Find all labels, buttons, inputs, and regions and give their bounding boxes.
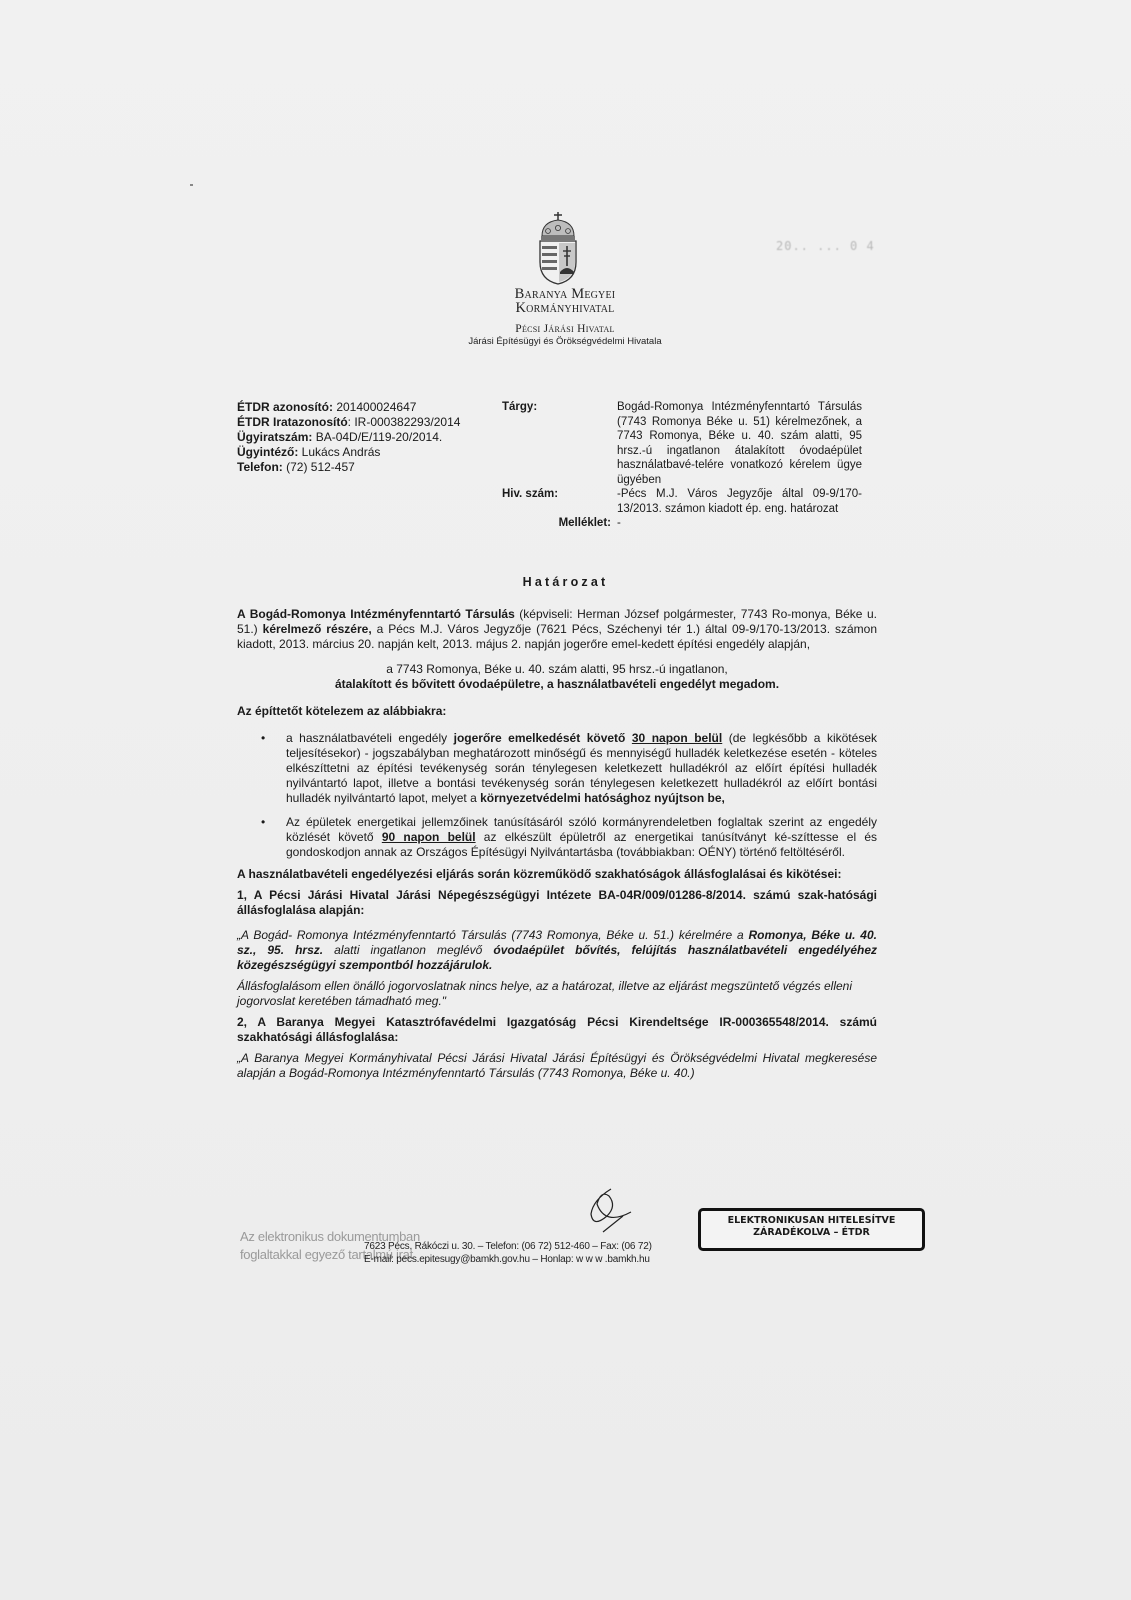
quote-text: alatti ingatlanon meglévő	[323, 943, 494, 957]
quote-bold: Romonya, Béke u. 40. sz., 95. hrsz.	[237, 928, 877, 957]
subject-value: Bogád-Romonya Intézményfenntartó Társulás (7743 Romonya Béke u. 51) kérelmezőnek, a 7743 Romonya, Béke u. 40. szám alatti, 95 hrsz.-ú ingatlanon átalakított óvodaépület használatbavé-telére vonatkozó kérelem ügye ügyében	[617, 401, 862, 486]
subject-row	[502, 400, 872, 487]
watermark-line: foglaltakkal egyező tartalmú irat	[240, 1247, 413, 1262]
subject-block	[502, 400, 872, 531]
authority1-note: Állásfoglalásom ellen önálló jogorvoslatnak nincs helye, az a határozat, illetve az eljárást megszüntető végzés elleni jogorvoslat keretében támadható meg."	[237, 979, 853, 1008]
obligations-heading: Az építtetőt kötelezem az alábbiakra:	[237, 704, 447, 718]
grant-line: átalakított és bővitett óvodaépületre, a használatbavételi engedélyt megadom.	[334, 677, 780, 691]
obligation-deadline: 30 napon belül	[631, 731, 723, 745]
applicant-name: A Bogád-Romonya Intézményfenntartó Társulás	[237, 607, 515, 621]
bullet-icon: •	[261, 815, 266, 829]
reference-label: Hiv. szám:	[502, 488, 559, 500]
quote-text: „A Bogád- Romonya Intézményfenntartó Társulás (7743 Romonya, Béke u. 51.) kérelmére a	[237, 928, 749, 942]
scan-speck	[190, 184, 193, 186]
requester-phrase: kérelmező részére,	[262, 622, 372, 636]
authority2-heading: 2, A Baranya Megyei Katasztrófavédelmi Igazgatóság Pécsi Kirendeltsége IR-000365548/2014. számú szakhatósági állásfoglalása:	[237, 1015, 877, 1044]
attachment-value: -	[617, 517, 621, 529]
contact-email-web: E-mail: pecs.epitesugy@bamkh.gov.hu – Honlap: w w w .bamkh.hu	[364, 1254, 650, 1265]
reference-value: -Pécs M.J. Város Jegyzője által 09-9/170-13/2013. számon kiadott ép. eng. határozat	[617, 488, 862, 515]
case-info-row	[237, 400, 460, 415]
attachment-row	[502, 516, 872, 531]
contact-address: 7623 Pécs, Rákóczi u. 30. – Telefon: (06 72) 512-460 – Fax: (06 72)	[364, 1241, 652, 1252]
decision-body	[237, 607, 877, 1081]
case-info-row	[237, 415, 460, 430]
office-county: Baranya Megyei	[514, 286, 616, 302]
etdr-line: ZÁRADÉKOLVA – ÉTDR	[753, 1227, 870, 1238]
case-info-label: Ügyintéző:	[237, 445, 299, 459]
case-info-value: Lukács András	[298, 445, 381, 459]
quote-bold: óvodaépület bővítés, felújítás használatbavételi engedélyéhez közegészségügyi szempontból hozzájárulok.	[237, 943, 877, 972]
case-info	[237, 400, 460, 475]
case-info-label: Telefon:	[237, 460, 283, 474]
etdr-authentication-box	[698, 1208, 925, 1251]
obligation-text: a használatbavételi engedély	[286, 731, 454, 745]
reference-row	[502, 487, 872, 516]
case-info-label: ÉTDR Iratazonosító	[237, 415, 348, 429]
obligation-text: Az épületek energetikai jellemzőinek tanúsításáról szóló kormányrendeletben foglaltak szerint az engedély közlését követő	[286, 815, 877, 844]
applicant-details: (képviseli: Herman József polgármester, 7743 Ro-monya, Béke u. 51.)	[237, 607, 877, 636]
authority2-quote: „A Baranya Megyei Kormányhivatal Pécsi Járási Hivatal Járási Építésügyi és Örökségvédelmi Hivatal megkeresése alapján a Bogád-Romonya Intézményfenntartó Társulás (7743 Romonya, Béke u. 40.)	[237, 1051, 877, 1080]
subject-label: Tárgy:	[502, 401, 538, 413]
office-department: Járási Építésügyi és Örökségvédelmi Hivatala	[468, 336, 662, 347]
bullet-icon: •	[261, 731, 266, 745]
decision-intro	[237, 607, 877, 652]
case-info-label: Ügyiratszám:	[237, 430, 313, 444]
case-info-value: (72) 512-457	[282, 460, 355, 474]
obligation-bold: jogerőre emelkedését követő	[453, 731, 632, 745]
authorities-heading: A használatbavételi engedélyezési eljárás során közreműködő szakhatóságok állásfoglalásai és kikötései:	[237, 867, 842, 881]
obligation-item	[237, 815, 877, 860]
obligation-deadline: 90 napon belül	[381, 830, 476, 844]
office-government: Kormányhivatal	[515, 300, 615, 316]
authority1-quote	[237, 928, 877, 973]
obligation-bold: környezetvédelmi hatósághoz nyújtson be,	[480, 791, 725, 805]
coat-of-arms-icon	[536, 210, 580, 286]
location-line: a 7743 Romonya, Béke u. 40. szám alatti, 95 hrsz.-ú ingatlanon,	[386, 662, 728, 676]
watermark-line: Az elektronikus dokumentumban	[240, 1229, 420, 1244]
case-info-label: ÉTDR azonosító:	[237, 400, 333, 414]
obligations-list	[237, 731, 877, 860]
case-info-value: 201400024647	[333, 400, 417, 414]
obligation-text: az elkészült épületről az energetikai tanúsítványt ké-szíttesse el és gondoskodjon annak az Országos Építésügyi Nyilvántartásba (továbbiakban: OÉNY) történő feltöltéséről.	[286, 830, 878, 859]
case-info-row	[237, 430, 460, 445]
authority1-heading: 1, A Pécsi Járási Hivatal Járási Népegészségügyi Intézete BA-04R/009/01286-8/2014. számú szak-hatósági állásfoglalása alapján:	[237, 888, 877, 917]
issuing-office	[390, 287, 740, 347]
office-district: Pécsi Járási Hivatal	[515, 323, 615, 335]
case-info-row	[237, 445, 460, 460]
decision-title: Határozat	[522, 575, 609, 589]
received-date-stamp: 20.. ... 0 4	[776, 239, 875, 253]
office-contact	[364, 1240, 652, 1266]
case-info-row	[237, 460, 460, 475]
case-info-value: BA-04D/E/119-20/2014.	[312, 430, 443, 444]
attachment-label: Melléklet:	[558, 517, 611, 529]
obligation-item	[237, 731, 877, 806]
obligation-text: (de legkésőbb a kikötések teljesítésekor) - jogszabályban meghatározott minőségű és mennyiségű hulladék keletkezése esetén - köteles elkészíttetni az építési tevékenység során ténylegesen keletkezett hulladékról az előírt építési hulladék nyilvántartó lapot, illetve a bontási tevékenység során ténylegesen keletkezett hulladékról az előírt bontási hulladék nyilvántartó lapot, melyet a	[286, 731, 877, 805]
etdr-line: ELEKTRONIKUSAN HITELESÍTVE	[727, 1215, 896, 1226]
case-info-value: : IR-000382293/2014	[347, 415, 461, 429]
signature-icon	[583, 1186, 635, 1238]
intro-rest: a Pécs M.J. Város Jegyzője (7621 Pécs, Széchenyi tér 1.) által 09-9/170-13/2013. számon kiadott, 2013. március 20. napján kelt, 2013. május 2. napján jogerőre emel-kedett építési engedély alapján,	[237, 622, 877, 651]
